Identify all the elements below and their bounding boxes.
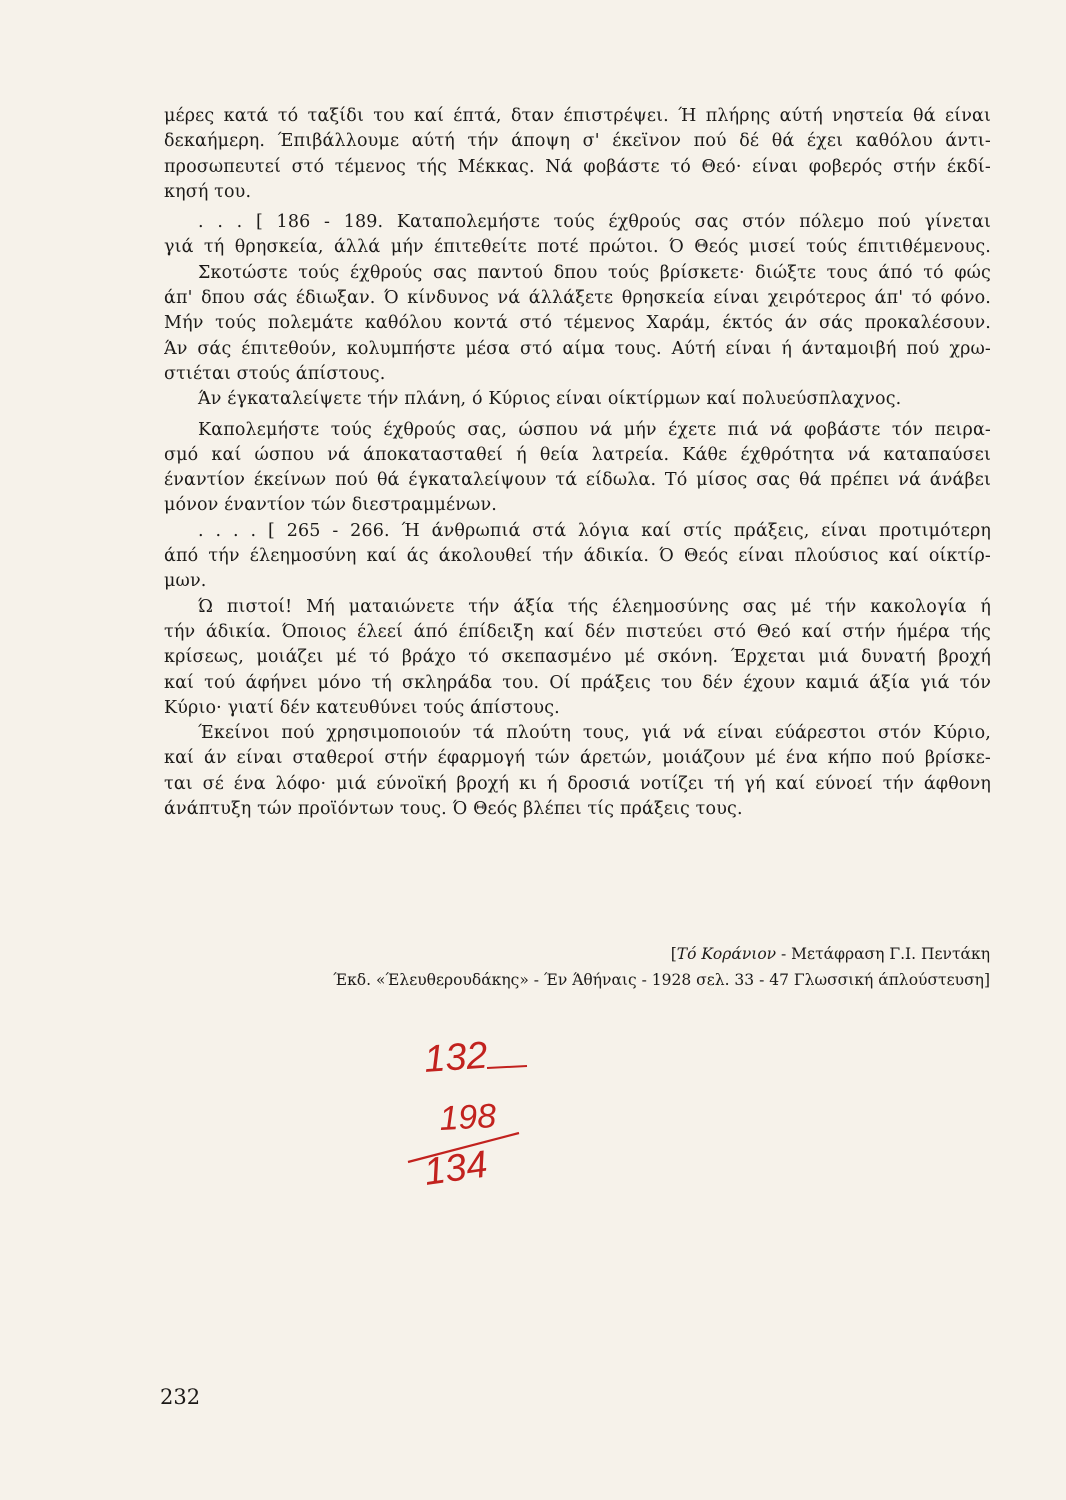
text-line: μων. bbox=[164, 571, 207, 592]
text-line: Έκείνοι πού χρησιμοποιούν τά πλούτη τους, γιά νά είναι εύάρεστοι στόν Κύριο, bbox=[198, 723, 991, 744]
open-bracket: [ bbox=[670, 945, 677, 963]
text-line: σμό καί ώσπου νά άποκατασταθεί ή θεία λατρεία. Κάθε έχθρότητα νά καταπαύσει bbox=[164, 444, 991, 465]
book-title: Τό Κοράνιον bbox=[676, 945, 777, 963]
text-line: . . . . [ 265 - 266. Ή άνθρωπιά στά λόγια καί στίς πράξεις, είναι προτιμότερη bbox=[198, 520, 991, 541]
text-line: Κύριο· γιατί δέν κατευθύνει τούς άπίστους. bbox=[164, 697, 560, 718]
text-line: άνάπτυξη τών προϊόντων τους. Ό Θεός βλέπει τίς πράξεις τους. bbox=[164, 799, 743, 820]
text-line: ται σέ ένα λόφο· μιά εύνοϊκή βροχή κι ή δροσιά νοτίζει τή γή καί εύνοεί τήν άφθονη bbox=[164, 773, 991, 794]
text-line: . . . [ 186 - 189. Καταπολεμήστε τούς έχθρούς σας στόν πόλεμο πού γίνεται bbox=[198, 212, 991, 233]
handwritten-dash bbox=[487, 1066, 527, 1068]
text-line: έναντίον έκείνων πού θά έγκαταλείψουν τά είδωλα. Τό μίσος σας θά πρέπει νά άνάβει bbox=[164, 470, 991, 491]
text-line: κησή του. bbox=[164, 181, 252, 202]
text-line: Σκοτώστε τούς έχθρούς σας παντού δπου τούς βρίσκετε· διώξτε τους άπό τό φώς bbox=[198, 262, 991, 283]
text-line: Καπολεμήστε τούς έχθρούς σας, ώσπου νά μήν έχετε πιά νά φοβάστε τόν πειρα- bbox=[198, 419, 991, 440]
translator: - Μετάφραση Γ.Ι. Πεντάκη bbox=[776, 945, 990, 963]
source-line-edition: Έκδ. «Έλευθερουδάκης» - Έν Άθήναις - 1928 σελ. 33 - 47 Γλωσσική άπλούστευση] bbox=[333, 971, 990, 989]
text-line: μόνον έναντίον τών διεστραμμένων. bbox=[164, 495, 497, 516]
text-line: Άν έγκαταλείψετε τήν πλάνη, ό Κύριος είναι οίκτίρμων καί πολυεύσπλαχνος. bbox=[198, 389, 902, 410]
text-line: Μήν τούς πολεμάτε καθόλου κοντά στό τέμενος Χαράμ, έκτός άν σάς προκαλέσουν. bbox=[164, 313, 991, 334]
text-line: Ώ πιστοί! Μή ματαιώνετε τήν άξία τής έλεημοσύνης σας μέ τήν κακολογία ή bbox=[198, 596, 991, 617]
handwritten-number: 198 bbox=[438, 1097, 498, 1138]
text-line: καί άν είναι σταθεροί στήν έφαρμογή τών άρετών, μοιάζουν μέ ένα κήπο πού βρίσκε- bbox=[164, 748, 991, 769]
text-line: γιά τή θρησκεία, άλλά μήν έπιτεθείτε ποτέ πρώτοι. Ό Θεός μισεί τούς έπιτιθέμενους. bbox=[164, 237, 991, 258]
text-line: τήν άδικία. Όποιος έλεεί άπό έπίδειξη καί δέν πιστεύει στό Θεό καί στήν ήμέρα τής bbox=[164, 621, 991, 642]
text-line: καί τού άφήνει μόνο τή σκληράδα του. Οί πράξεις του δέν έχουν καμιά άξία γιά τόν bbox=[164, 672, 991, 693]
text-line: άπ' δπου σάς έδιωξαν. Ό κίνδυνος νά άλλάξετε θρησκεία είναι χειρότερος άπ' τό φόνο. bbox=[164, 288, 991, 309]
text-line: Άν σάς έπιτεθούν, κολυμπήστε μέσα στό αίμα τους. Αύτή είναι ή άνταμοιβή πού χρω- bbox=[164, 338, 991, 359]
handwritten-number: 132 bbox=[422, 1034, 489, 1081]
text-line: κρίσεως, μοιάζει μέ τό βράχο τό σκεπασμένο μέ σκόνη. Έρχεται μιά δυνατή βροχή bbox=[164, 647, 991, 668]
text-line: προσωπευτεί στό τέμενος τής Μέκκας. Νά φοβάστε τό Θεό· είναι φοβερός στήν έκδί- bbox=[164, 156, 991, 177]
page-number: 232 bbox=[160, 1385, 201, 1409]
handwritten-number: 134 bbox=[421, 1143, 491, 1194]
text-line: στιέται στούς άπίστους. bbox=[164, 363, 386, 384]
text-line: δεκαήμερη. Έπιβάλλουμε αύτή τήν άποψη σ' έκεϊνον πού δέ θά έχει καθόλου άντι- bbox=[164, 131, 991, 152]
text-line: άπό τήν έλεημοσύνη καί άς άκολουθεί τήν άδικία. Ό Θεός είναι πλούσιος καί οίκτίρ- bbox=[164, 546, 991, 567]
text-line: μέρες κατά τό ταξίδι του καί έπτά, δταν έπιστρέψει. Ή πλήρης αύτή νηστεία θά είναι bbox=[164, 106, 991, 126]
